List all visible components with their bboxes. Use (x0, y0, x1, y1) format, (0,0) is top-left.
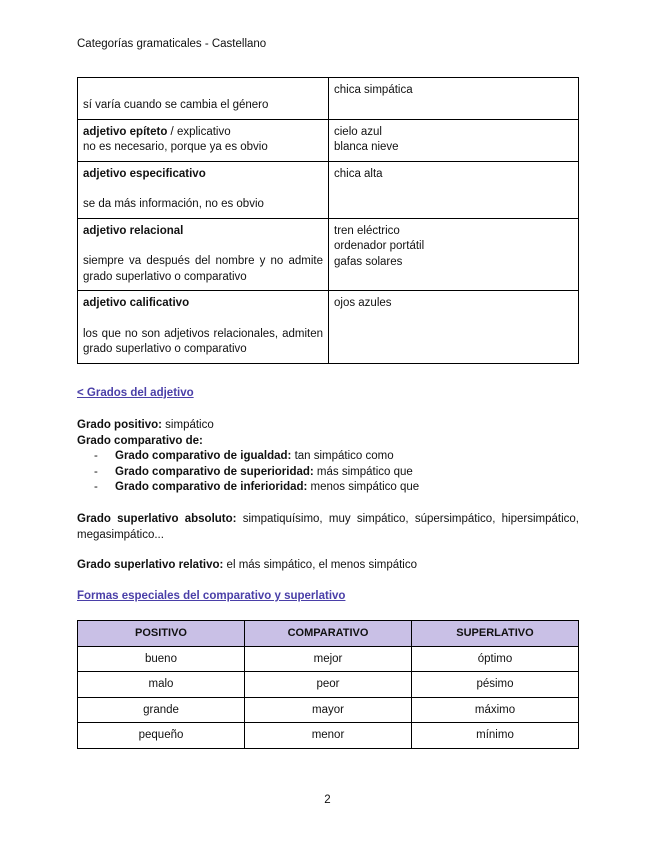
formas-especiales-table (77, 620, 579, 749)
examples-cell (329, 218, 579, 291)
adjective-title: adjetivo especificativo (83, 167, 206, 180)
adjective-title: adjetivo relacional (83, 224, 184, 237)
formas-especiales-link[interactable]: Formas especiales del comparativo y superlativo (77, 590, 346, 602)
column-header: SUPERLATIVO (412, 621, 579, 647)
example-item: tren eléctrico (334, 224, 400, 237)
table-row (78, 161, 579, 218)
example-item: cielo azul (334, 125, 382, 138)
adjective-cell (78, 161, 329, 218)
column-header: POSITIVO (78, 621, 245, 647)
example-item: blanca nieve (334, 141, 399, 153)
adjective-cell (78, 218, 329, 291)
column-header: COMPARATIVO (245, 621, 412, 647)
example-item: ojos azules (334, 297, 392, 309)
adjective-description: no es necesario, porque ya es obvio (83, 141, 268, 153)
table-cell: malo (78, 672, 245, 698)
example-item: ordenador portátil (334, 240, 425, 252)
table-row (78, 723, 579, 749)
grado-superlativo-absoluto: Grado superlativo absoluto: simpatiquísimo, muy simpático, súpersimpático, hipersimpático, megasimpático... (77, 513, 579, 541)
adjective-description: los que no son adjetivos relacionales, admiten grado superlativo o comparativo (83, 327, 323, 355)
table-cell: pésimo (412, 672, 579, 698)
table-cell: mínimo (412, 723, 579, 749)
adjective-title-suffix: / explicativo (167, 125, 231, 138)
list-item: - Grado comparativo de igualdad: tan simpático como (77, 449, 419, 465)
table-row (78, 218, 579, 291)
table-cell: bueno (78, 646, 245, 672)
table-cell: mejor (245, 646, 412, 672)
example-item: gafas solares (334, 255, 403, 268)
page-number: 2 (324, 794, 331, 806)
examples-cell (329, 161, 579, 218)
table-row (78, 672, 579, 698)
table-cell: menor (245, 723, 412, 749)
table-row (78, 119, 579, 161)
adjective-types-table (77, 77, 579, 364)
adjective-description: se da más información, no es obvio (83, 198, 264, 210)
table-row (78, 697, 579, 723)
adjective-title: adjetivo epíteto (83, 125, 168, 138)
table-cell: mayor (245, 697, 412, 723)
list-item: - Grado comparativo de superioridad: más simpático que (77, 465, 419, 481)
examples-cell (329, 78, 579, 120)
examples-cell (329, 291, 579, 364)
grado-superlativo-relativo: Grado superlativo relativo: el más simpático, el menos simpático (77, 559, 418, 571)
grado-comparativo-label: Grado comparativo de: (77, 435, 203, 447)
adjective-cell (78, 119, 329, 161)
adjective-cell (78, 291, 329, 364)
table-cell: grande (78, 697, 245, 723)
list-item: - Grado comparativo de inferioridad: menos simpático que (77, 480, 419, 496)
examples-cell (329, 119, 579, 161)
table-cell: óptimo (412, 646, 579, 672)
grados-adjetivo-link[interactable]: < Grados del adjetivo (77, 387, 194, 399)
comparativo-list (77, 449, 419, 496)
adjective-cell (78, 78, 329, 120)
table-cell: máximo (412, 697, 579, 723)
table-cell: peor (245, 672, 412, 698)
example-item: chica simpática (334, 84, 413, 96)
adjective-title: adjetivo calificativo (83, 297, 190, 309)
document-header: Categorías gramaticales - Castellano (77, 38, 267, 50)
adjective-description: siempre va después del nombre y no admite grado superlativo o comparativo (83, 255, 323, 283)
table-row (78, 646, 579, 672)
grado-positivo: Grado positivo: simpático (77, 419, 214, 431)
example-item: chica alta (334, 167, 383, 180)
table-header-row (78, 621, 579, 647)
table-cell: pequeño (78, 723, 245, 749)
table-row (78, 78, 579, 120)
table-row (78, 291, 579, 364)
adjective-description: sí varía cuando se cambia el género (83, 99, 269, 111)
